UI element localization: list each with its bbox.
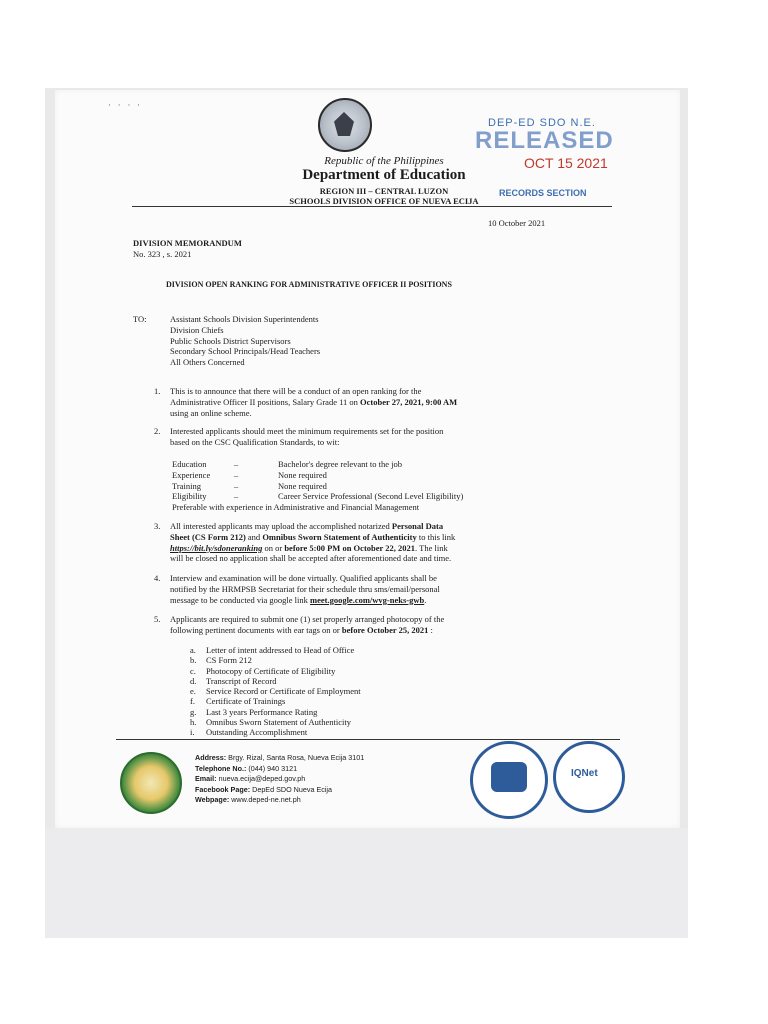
p3-text: . The link	[415, 542, 448, 553]
requirements-table	[172, 459, 463, 513]
recipient: Public Schools District Supervisors	[170, 335, 291, 346]
item-text: Outstanding Accomplishment	[206, 727, 308, 738]
header-region: REGION III – CENTRAL LUZON	[319, 186, 449, 196]
paragraph-4	[170, 573, 590, 605]
req-value: None required	[278, 480, 327, 491]
memo-title: DIVISION MEMORANDUM	[133, 238, 242, 248]
header-republic: Republic of the Philippines	[324, 155, 444, 167]
footer-rule	[116, 739, 620, 740]
p4-number: 4.	[154, 573, 161, 583]
list-item	[190, 717, 361, 727]
p5-line: Applicants are required to submit one (1) set properly arranged photocopy of the	[170, 614, 445, 624]
list-item	[190, 655, 361, 665]
footer-value: (044) 940 3121	[248, 763, 298, 773]
p3-text: and	[245, 531, 263, 542]
upload-link: https://bit.ly/sdoneranking	[170, 542, 263, 553]
item-letter: h.	[190, 717, 197, 728]
list-item	[190, 696, 361, 706]
footer-telephone	[195, 764, 364, 775]
paragraph-2	[170, 426, 590, 448]
stamp-released: RELEASED	[475, 127, 614, 154]
stamp-office: DEP-ED SDO N.E.	[488, 117, 596, 129]
p2-number: 2.	[154, 426, 161, 436]
footer-email	[195, 774, 364, 785]
p3-bold: Sheet (CS Form 212)	[170, 531, 246, 542]
item-text: Letter of intent addressed to Head of Office	[206, 645, 355, 655]
requirement-row	[172, 481, 463, 492]
p3-text: All interested applicants may upload the accomplished notarized	[170, 521, 392, 531]
item-letter: e.	[190, 686, 196, 697]
p3-text: on or	[262, 542, 285, 553]
p2-line: Interested applicants should meet the minimum requirements set for the position	[170, 426, 444, 436]
p5-text: :	[428, 624, 433, 635]
recipient: Assistant Schools Division Superintendents	[170, 314, 319, 324]
recipient: All Others Concerned	[170, 357, 245, 368]
item-letter: g.	[190, 706, 197, 717]
recipients-list	[170, 314, 320, 368]
memo-subject: DIVISION OPEN RANKING FOR ADMINISTRATIVE OFFICER II POSITIONS	[166, 280, 452, 289]
p3-line	[170, 521, 590, 532]
p5-number: 5.	[154, 614, 161, 624]
footer-label: Telephone No.:	[195, 763, 247, 773]
list-item	[190, 686, 361, 696]
footer-value: www.deped-ne.net.ph	[231, 795, 301, 805]
p1-text: Administrative Officer II positions, Salary Grade 11 on	[170, 396, 361, 407]
item-text: Service Record or Certificate of Employment	[206, 686, 361, 697]
item-text: Photocopy of Certificate of Eligibility	[206, 665, 336, 676]
item-text: CS Form 212	[206, 655, 252, 666]
item-letter: i.	[190, 727, 195, 738]
req-value: None required	[278, 469, 327, 480]
footer-address	[195, 753, 364, 764]
recipient: Division Chiefs	[170, 324, 224, 335]
item-text: Certificate of Trainings	[206, 696, 286, 707]
preference-note: Preferable with experience in Administrative and Financial Management	[172, 502, 420, 513]
ink-smudge: · · · ·	[108, 101, 143, 111]
p3-bold: Omnibus Sworn Statement of Authenticity	[262, 531, 417, 542]
p3-text: to this link	[416, 531, 456, 542]
footer-webpage	[195, 795, 364, 806]
header-rule	[132, 206, 612, 207]
item-text: Transcript of Record	[206, 675, 277, 686]
item-letter: f.	[190, 696, 195, 707]
memo-date: 10 October 2021	[488, 218, 546, 228]
p5-text: following pertinent documents with ear tags on or	[170, 624, 342, 635]
req-dash: –	[234, 459, 239, 469]
documents-list	[190, 645, 361, 738]
header-division: SCHOOLS DIVISION OFFICE OF NUEVA ECIJA	[289, 196, 479, 206]
p3-line: will be closed no application shall be accepted after aforementioned date and time.	[170, 553, 452, 564]
p4-text: .	[424, 594, 427, 605]
paragraph-5	[170, 614, 590, 636]
footer-label: Address:	[195, 753, 227, 762]
requirement-row	[172, 491, 463, 502]
p4-text: message to be conducted via google link	[170, 594, 310, 605]
p3-line	[170, 543, 590, 554]
p1-line	[170, 397, 590, 408]
item-letter: d.	[190, 675, 197, 686]
p3-number: 3.	[154, 521, 161, 531]
p1-number: 1.	[154, 386, 161, 396]
list-item	[190, 645, 361, 655]
event-date: October 27, 2021, 9:00 AM	[360, 396, 458, 407]
sdo-nueva-ecija-logo-icon	[120, 752, 182, 814]
p2-line: based on the CSC Qualification Standards, to wit:	[170, 436, 340, 447]
req-dash: –	[234, 491, 239, 502]
p3-bold: before 5:00 PM on October 22, 2021	[284, 542, 416, 553]
footer-value: Brgy. Rizal, Santa Rosa, Nueva Ecija 3101	[228, 753, 365, 762]
footer-label: Facebook Page:	[195, 784, 251, 794]
stamp-records-section: RECORDS SECTION	[499, 188, 587, 198]
req-value: Bachelor's degree relevant to the job	[278, 459, 403, 469]
item-letter: c.	[190, 665, 196, 676]
p3-line	[170, 532, 590, 543]
certification-badge-icon	[470, 741, 548, 819]
footer-label: Webpage:	[195, 795, 230, 805]
req-label: Training	[172, 480, 201, 491]
req-label: Education	[172, 459, 207, 469]
item-letter: a.	[190, 645, 196, 655]
footer-label: Email:	[195, 774, 217, 784]
p4-line: Interview and examination will be done virtually. Qualified applicants shall be	[170, 573, 437, 583]
requirement-row	[172, 470, 463, 481]
item-text: Omnibus Sworn Statement of Authenticity	[206, 717, 351, 728]
footer-value: nueva.ecija@deped.gov.ph	[218, 774, 306, 784]
footer-facebook	[195, 785, 364, 796]
deped-seal-icon	[318, 98, 372, 152]
list-item	[190, 727, 361, 737]
requirement-row	[172, 459, 463, 470]
paragraph-3	[170, 521, 590, 564]
iqnet-badge-icon	[553, 741, 625, 813]
meet-link: meet.google.com/wvg-neks-gwb	[309, 594, 425, 605]
req-label: Eligibility	[172, 491, 207, 502]
photo-bottom-band	[45, 828, 688, 938]
req-dash: –	[234, 469, 239, 480]
item-letter: b.	[190, 655, 197, 666]
stamp-date: OCT 15 2021	[524, 155, 608, 171]
list-item	[190, 676, 361, 686]
paragraph-1	[170, 386, 590, 418]
p3-bold: Personal Data	[391, 521, 444, 531]
req-label: Experience	[172, 469, 211, 480]
item-text: Last 3 years Performance Rating	[206, 706, 318, 717]
p4-line	[170, 595, 590, 606]
memo-number: No. 323 , s. 2021	[133, 249, 192, 259]
to-label: TO:	[133, 314, 147, 324]
p5-bold: before October 25, 2021	[341, 624, 429, 635]
header-department: Department of Education	[302, 167, 466, 183]
list-item	[190, 707, 361, 717]
p5-line	[170, 625, 590, 636]
p1-line: This is to announce that there will be a conduct of an open ranking for the	[170, 386, 422, 396]
footer-contact	[195, 753, 364, 806]
p1-line: using an online scheme.	[170, 407, 252, 418]
recipient: Secondary School Principals/Head Teachers	[170, 346, 321, 357]
footer-value: DepEd SDO Nueva Ecija	[252, 784, 333, 794]
list-item	[190, 666, 361, 676]
req-dash: –	[234, 480, 239, 491]
p4-line: notified by the HRMPSB Secretariat for their schedule thru sms/email/personal	[170, 583, 440, 594]
req-value: Career Service Professional (Second Level Eligibility)	[278, 491, 464, 502]
